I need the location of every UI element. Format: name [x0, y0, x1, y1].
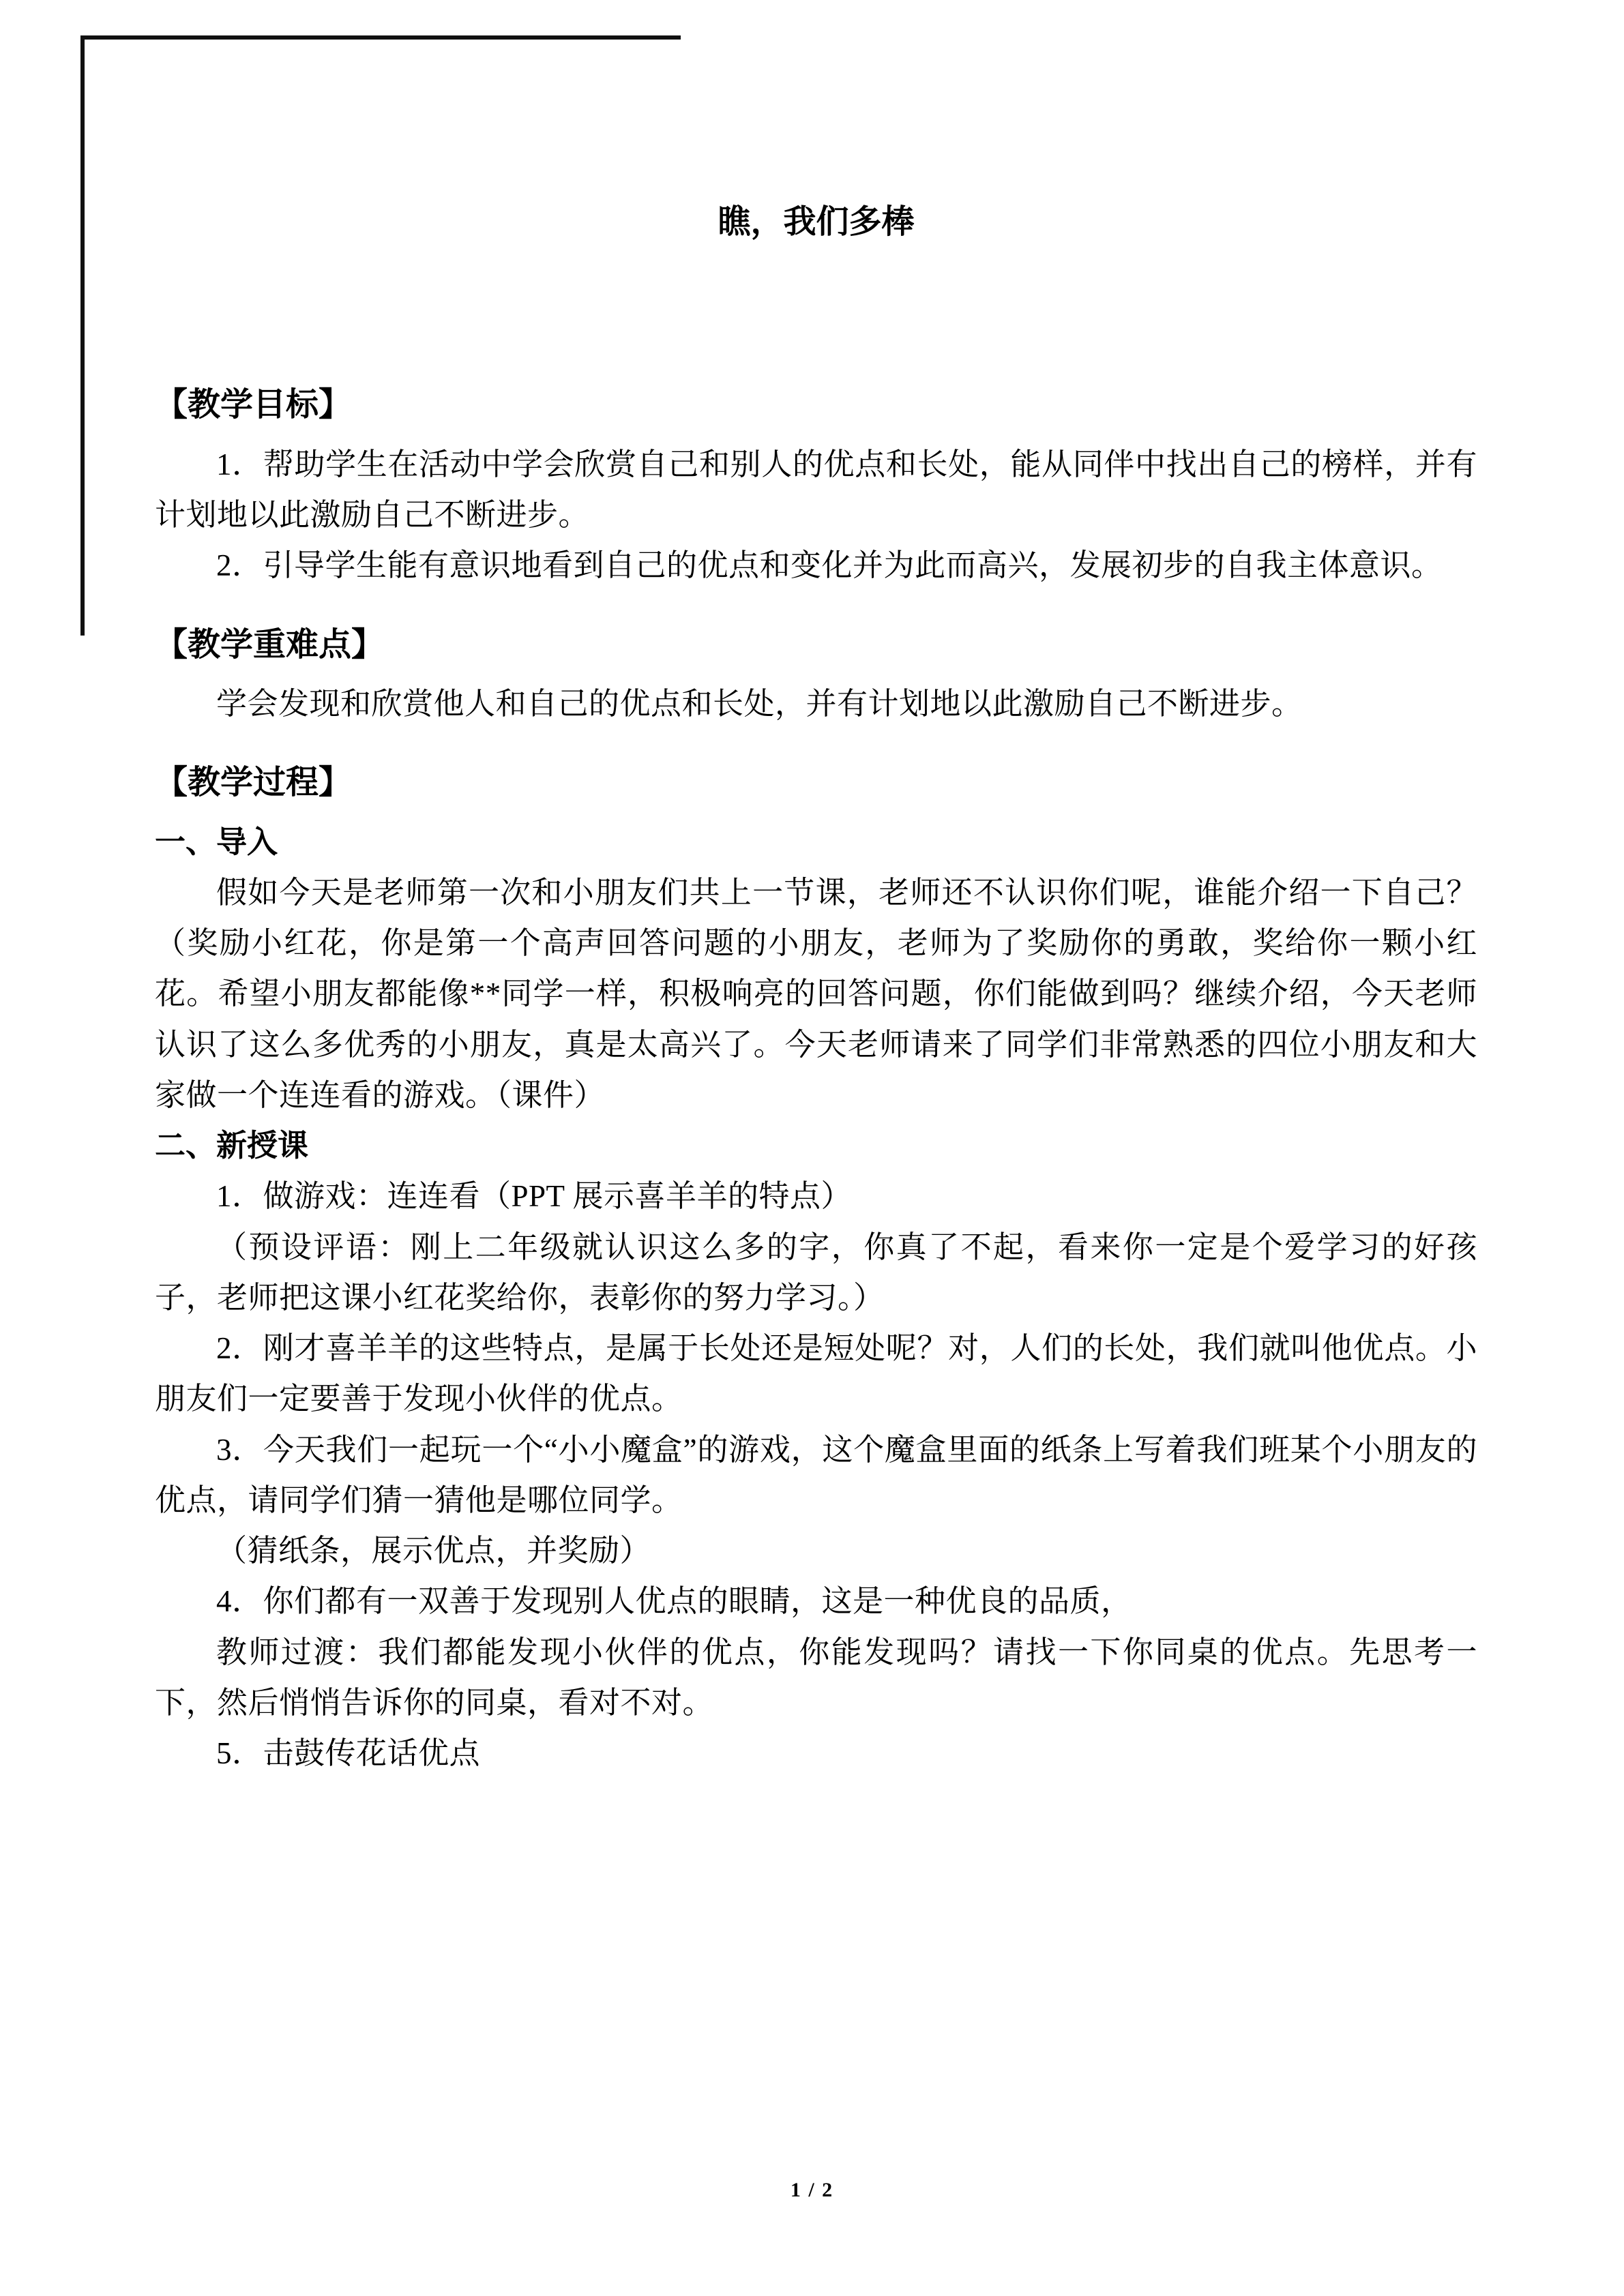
paragraph: 学会发现和欣赏他人和自己的优点和长处，并有计划地以此激励自己不断进步。 — [216, 686, 1303, 721]
paragraph: （猜纸条，展示优点，并奖励） — [216, 1534, 651, 1568]
section-heading: 【教学重难点】 — [155, 626, 385, 663]
paragraph: 5．击鼓传花话优点 — [216, 1736, 481, 1771]
paragraph: 教师过渡：我们都能发现小伙伴的优点，你能发现吗？请找一下你同桌的优点。先思考一下，然后悄悄告诉你的同桌，看对不对。 — [155, 1635, 1477, 1720]
page-number: 1 / 2 — [790, 2179, 834, 2201]
sub-heading: 二、新授课 — [155, 1129, 309, 1163]
paragraph: 3．今天我们一起玩一个“小小魔盒”的游戏，这个魔盒里面的纸条上写着我们班某个小朋友的优点，请同学们猜一猜他是哪位同学。 — [155, 1432, 1477, 1517]
paragraph: 2．引导学生能有意识地看到自己的优点和变化并为此而高兴，发展初步的自我主体意识。 — [216, 548, 1443, 583]
section-heading: 【教学过程】 — [155, 764, 352, 801]
document-title: 瞧，我们多棒 — [718, 204, 915, 240]
paragraph: 4．你们都有一双善于发现别人优点的眼睛，这是一种优良的品质， — [216, 1584, 1132, 1619]
paragraph: 1．做游戏：连连看（PPT 展示喜羊羊的特点） — [216, 1179, 852, 1214]
paragraph: 假如今天是老师第一次和小朋友们共上一节课，老师还不认识你们呢，谁能介绍一下自己？（奖励小红花，你是第一个高声回答问题的小朋友，老师为了奖励你的勇敢，奖给你一颗小红花。希望小朋友都能像**同学一样，积极响亮的回答问题，你们能做到吗？继续介绍，今天老师认识了这么多优秀的小朋友，真是太高兴了。今天老师请来了同学们非常熟悉的四位小朋友和大家做一个连连看的游戏。（课件） — [155, 875, 1477, 1112]
paragraph: 1．帮助学生在活动中学会欣赏自己和别人的优点和长处，能从同伴中找出自己的榜样，并有计划地以此激励自己不断进步。 — [155, 447, 1477, 533]
section-heading: 【教学目标】 — [155, 387, 352, 423]
paragraph: 2．刚才喜羊羊的这些特点，是属于长处还是短处呢？对，人们的长处，我们就叫他优点。小朋友们一定要善于发现小伙伴的优点。 — [155, 1331, 1477, 1416]
document-body — [155, 380, 1477, 1778]
paragraph: （预设评语：刚上二年级就认识这么多的字，你真了不起，看来你一定是个爱学习的好孩子，老师把这课小红花奖给你，表彰你的努力学习。） — [155, 1229, 1477, 1315]
sub-heading: 一、导入 — [155, 824, 278, 859]
